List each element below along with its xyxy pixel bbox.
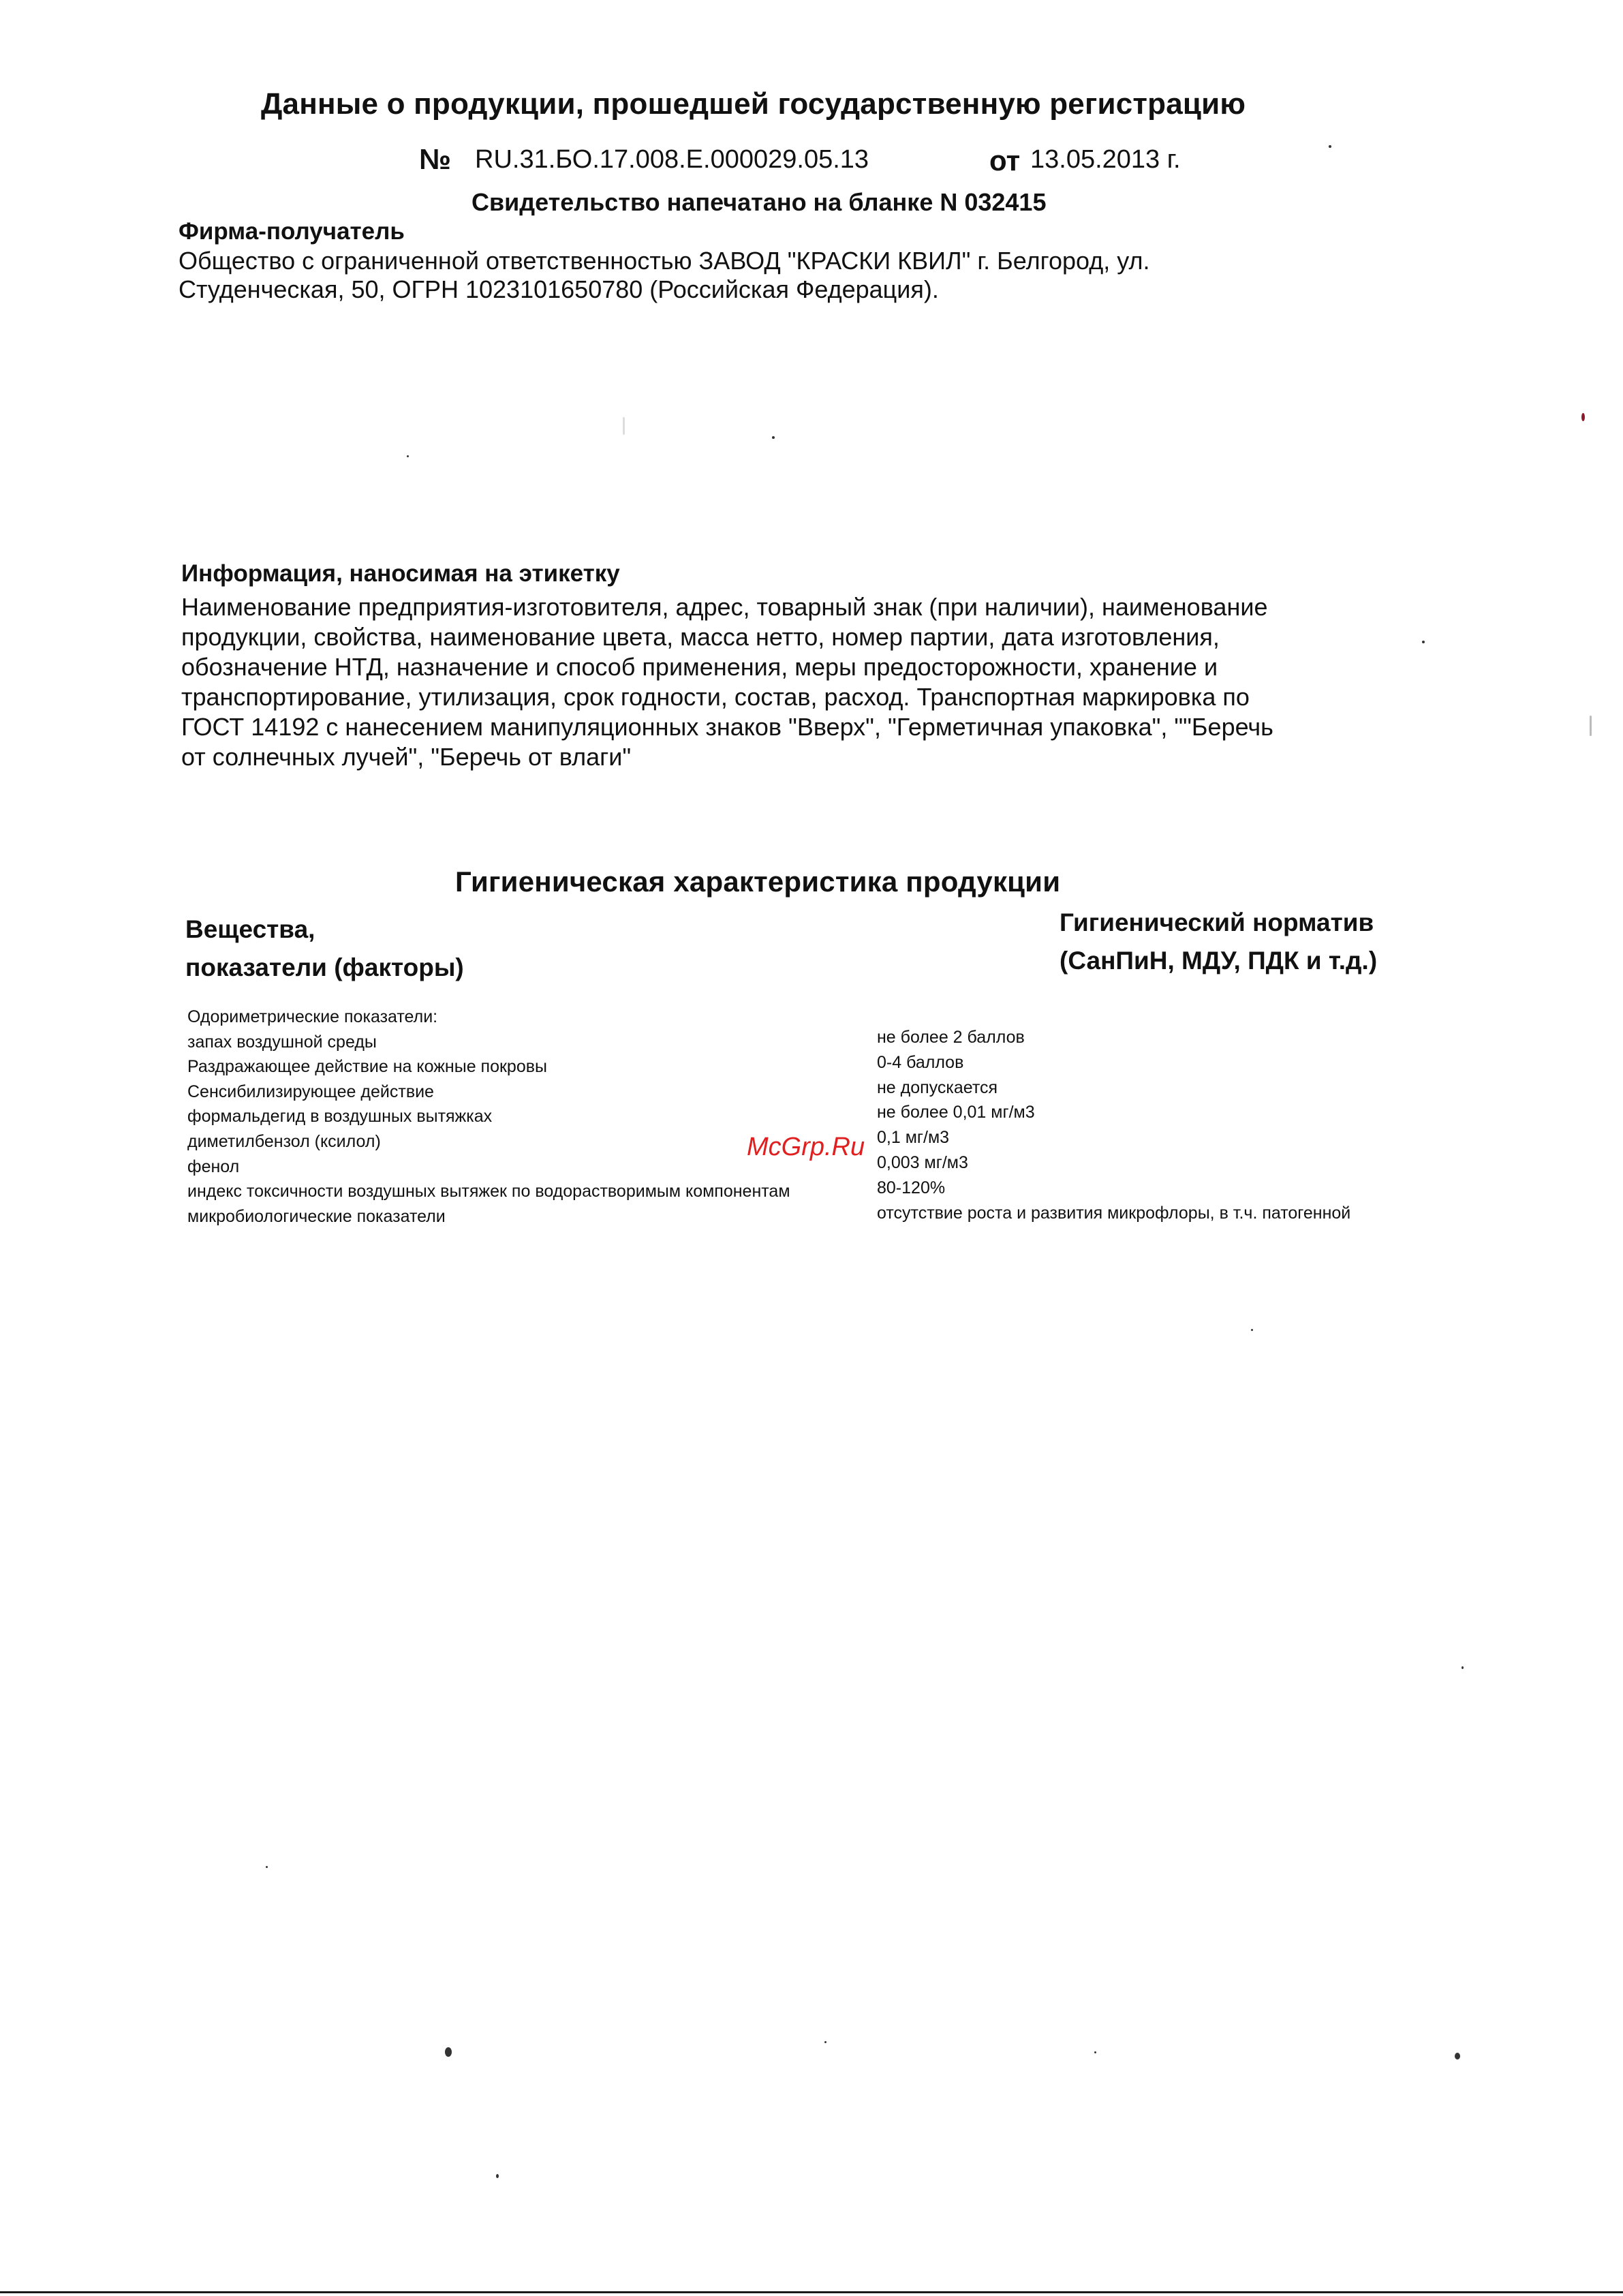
row-5-name: диметилбензол (ксилол) — [187, 1132, 381, 1151]
label-info-line-6: от солнечных лучей", "Беречь от влаги" — [181, 743, 632, 771]
scan-bottom-edge — [0, 2291, 1623, 2293]
hygiene-heading: Гигиеническая характеристика продукции — [455, 866, 1061, 898]
row-2-norm: 0-4 баллов — [877, 1053, 964, 1072]
scan-speck — [1581, 413, 1585, 421]
number-label: № — [419, 143, 451, 175]
scan-speck — [1455, 2053, 1460, 2060]
scan-speck — [266, 1866, 268, 1868]
column-norm-line-1: Гигиенический норматив — [1060, 908, 1374, 936]
recipient-heading: Фирма-получатель — [179, 218, 405, 245]
scan-speck — [496, 2174, 499, 2178]
column-norm-header — [1060, 904, 1377, 980]
row-7-name: индекс токсичности воздушных вытяжек по водорастворимым компонентам — [187, 1182, 790, 1201]
scan-speck — [623, 417, 625, 435]
scan-speck — [1329, 145, 1331, 148]
registration-date: 13.05.2013 г. — [1030, 145, 1181, 174]
label-info-line-2: продукции, свойства, наименование цвета, масса нетто, номер партии, дата изготовления, — [181, 623, 1220, 651]
row-2-name: Раздражающее действие на кожные покровы — [187, 1057, 547, 1076]
label-info-line-1: Наименование предприятия-изготовителя, адрес, товарный знак (при наличии), наименование — [181, 593, 1268, 621]
row-7-norm: 80-120% — [877, 1178, 946, 1197]
row-1-norm: не более 2 баллов — [877, 1028, 1025, 1047]
label-info-line-4: транспортирование, утилизация, срок годности, состав, расход. Транспортная маркировка по — [181, 683, 1250, 711]
row-8-norm: отсутствие роста и развития микрофлоры, в т.ч. патогенной — [877, 1204, 1351, 1223]
scan-speck — [1251, 1329, 1253, 1331]
label-info-line-5: ГОСТ 14192 с нанесением манипуляционных знаков "Вверх", "Герметичная упаковка", ""Беречь — [181, 713, 1273, 741]
scan-speck — [824, 2041, 826, 2043]
row-3-name: Сенсибилизирующее действие — [187, 1082, 434, 1101]
row-0-name: Одориметрические показатели: — [187, 1007, 438, 1026]
blank-number-line: Свидетельство напечатано на бланке N 032415 — [472, 188, 1047, 216]
row-5-norm: 0,1 мг/м3 — [877, 1128, 950, 1147]
row-4-norm: не более 0,01 мг/м3 — [877, 1103, 1035, 1122]
scan-speck — [772, 436, 775, 439]
recipient-line-1: Общество с ограниченной ответственностью ЗАВОД "КРАСКИ КВИЛ" г. Белгород, ул. — [179, 247, 1150, 275]
row-3-norm: не допускается — [877, 1078, 998, 1097]
row-4-name: формальдегид в воздушных вытяжках — [187, 1107, 493, 1126]
date-label: от — [989, 144, 1021, 177]
scan-speck — [1422, 641, 1425, 643]
document-title: Данные о продукции, прошедшей государственную регистрацию — [261, 87, 1246, 121]
column-substances-header — [185, 910, 464, 987]
column-substances-line-1: Вещества, — [185, 915, 315, 943]
row-8-name: микробиологические показатели — [187, 1207, 446, 1226]
scan-speck — [1462, 1666, 1464, 1669]
label-info-heading: Информация, наносимая на этикетку — [181, 560, 620, 587]
scan-speck — [1094, 2051, 1096, 2053]
scan-speck — [445, 2047, 452, 2057]
label-info-line-3: обозначение НТД, назначение и способ применения, меры предосторожности, хранение и — [181, 653, 1218, 681]
row-1-name: запах воздушной среды — [187, 1032, 377, 1052]
watermark: McGrp.Ru — [747, 1133, 865, 1161]
recipient-line-2: Студенческая, 50, ОГРН 1023101650780 (Российская Федерация). — [179, 275, 939, 303]
scan-speck — [1590, 716, 1592, 736]
scan-speck — [407, 455, 409, 457]
registration-number: RU.31.БО.17.008.Е.000029.05.13 — [475, 145, 869, 174]
column-substances-line-2: показатели (факторы) — [185, 953, 464, 981]
column-norm-line-2: (СанПиН, МДУ, ПДК и т.д.) — [1060, 947, 1378, 975]
row-6-name: фенол — [187, 1157, 240, 1176]
row-6-norm: 0,003 мг/м3 — [877, 1153, 968, 1172]
